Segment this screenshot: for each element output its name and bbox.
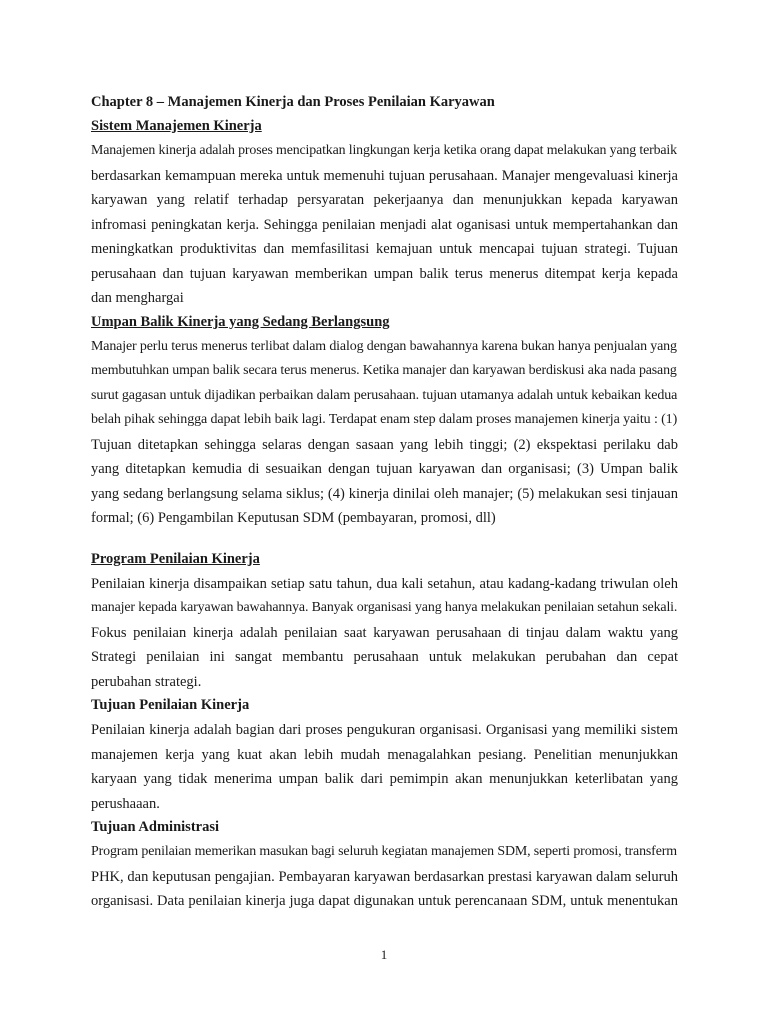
section-heading-sistem-manajemen-kinerja: Sistem Manajemen Kinerja xyxy=(91,118,262,134)
text-line: manajemen kerja yang kuat akan lebih mudah menagalahkan pesiang. Penelitian menunjukkan xyxy=(91,746,678,763)
text-line: manajer kepada karyawan bawahannya. Banyak organisasi yang hanya melakukan penilaian setahun sekali. xyxy=(91,600,678,615)
text-line: karyawan yang relatif terhadap persyaratan pekerjaanya dan menunjukkan kepada karyawan xyxy=(91,192,678,208)
text-line: Manajer perlu terus menerus terlibat dalam dialog dengan bawahannya karena bukan hanya penjualan yang xyxy=(91,338,677,354)
paragraph-umpan-balik-kinerja xyxy=(91,335,678,531)
text-line: perushaaan. xyxy=(91,795,160,812)
paragraph-tujuan-penilaian-kinerja xyxy=(91,718,678,816)
text-line: dan menghargai xyxy=(91,290,184,306)
text-line: membutuhkan umpan balik secara terus menerus. Ketika manajer dan karyawan berdiskusi aka nada pasang xyxy=(91,363,677,378)
text-line: berdasarkan kemampuan mereka untuk memenuhi tujuan perusahaan. Manajer mengevaluasi kinerja xyxy=(91,167,678,184)
text-line: PHK, dan keputusan pengajian. Pembayaran karyawan berdasarkan prestasi karyawan dalam seluruh xyxy=(91,868,678,885)
text-line: Penilaian kinerja adalah bagian dari proses pengukuran organisasi. Organisasi yang memiliki sistem xyxy=(91,722,678,738)
text-line: surut gagasan untuk dijadikan perbaikan dalam perusahaan. tujuan utamanya adalah untuk kebaikan kedua xyxy=(91,387,678,403)
section-heading-tujuan-administrasi: Tujuan Administrasi xyxy=(91,819,220,835)
text-line: Tujuan ditetapkan sehingga selaras dengan sasaan yang lebih tinggi; (2) ekspektasi perilaku dab xyxy=(91,436,678,453)
text-line: Strategi penilaian ini sangat membantu perusahaan untuk melakukan perubahan dan cepat xyxy=(91,649,678,665)
text-line: formal; (6) Pengambilan Keputusan SDM (pembayaran, promosi, dll) xyxy=(91,510,496,526)
section-heading-program-penilaian-kinerja: Program Penilaian Kinerja xyxy=(91,550,260,567)
section-heading-tujuan-penilaian-kinerja: Tujuan Penilaian Kinerja xyxy=(91,697,250,713)
text-line: karyaan yang tidak menerima umpan balik dari pemimpin akan menunjukkan keterlibatan yang xyxy=(91,771,678,787)
text-line: organisasi. Data penilaian kinerja juga dapat digunakan untuk perencanaan SDM, untuk menentukan xyxy=(91,893,678,909)
paragraph-tujuan-administrasi xyxy=(91,840,678,914)
paragraph-sistem-manajemen-kinerja xyxy=(91,139,678,311)
text-line: Manajemen kinerja adalah proses mencipatkan lingkungan kerja ketika orang dapat melakukan yang terbaik xyxy=(91,143,677,158)
text-line: Program penilaian memerikan masukan bagi seluruh kegiatan manajemen SDM, seperti promosi, transferm xyxy=(91,844,677,859)
page-number: 1 xyxy=(380,947,388,962)
text-line: yang sedang berlangsung selama siklus; (4) kinerja dinilai oleh manajer; (5) melakukan sesi tinjauan xyxy=(91,485,678,502)
text-line: infromasi peningkatan kerja. Sehingga penilaian menjadi alat oganisasi untuk mempertahankan dan xyxy=(91,216,678,233)
text-line: perubahan strategi. xyxy=(91,673,202,690)
paragraph-program-penilaian-kinerja xyxy=(91,572,678,695)
document-body xyxy=(91,91,678,914)
paragraph-spacer xyxy=(91,531,678,548)
text-line: Penilaian kinerja disampaikan setiap satu tahun, dua kali setahun, atau kadang-kadang triwulan oleh xyxy=(91,575,678,592)
text-line: meningkatkan produktivitas dan memfasilitasi kemajuan untuk mencapai tujuan strategi. Tujuan xyxy=(91,241,678,257)
text-line: yang ditetapkan kemudia di sesuaikan dengan tujuan karyawan dan organisasi; (3) Umpan balik xyxy=(91,461,678,477)
chapter-title: Chapter 8 – Manajemen Kinerja dan Proses Penilaian Karyawan xyxy=(91,94,495,110)
section-heading-umpan-balik-kinerja: Umpan Balik Kinerja yang Sedang Berlangsung xyxy=(91,313,390,330)
text-line: Fokus penilaian kinerja adalah penilaian saat karyawan perusahaan di tinjau dalam waktu yang xyxy=(91,624,678,641)
text-line: perusahaan dan tujuan karyawan memberikan umpan balik terus menerus ditempat kerja kepada xyxy=(91,265,678,282)
text-line: belah pihak sehingga dapat lebih baik lagi. Terdapat enam step dalam proses manajemen kinerja yaitu : (1) xyxy=(91,412,678,427)
